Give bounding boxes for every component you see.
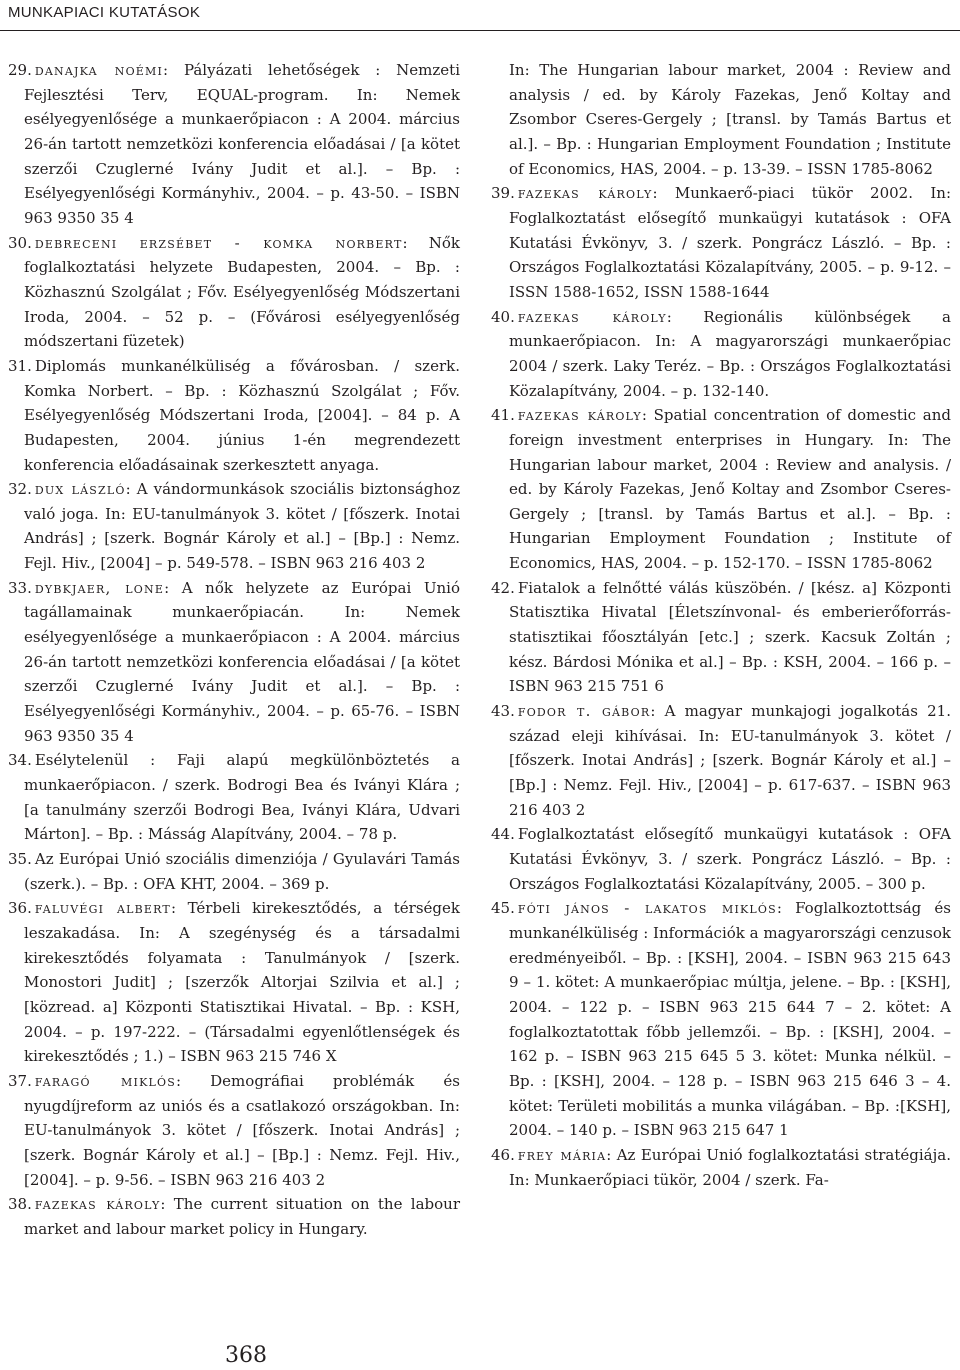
bib-entry [8,576,460,749]
bib-entry [8,1069,460,1192]
entry-author: faluvégi albert [34,899,171,918]
bib-entry [8,896,460,1069]
entry-number: 38. [8,1195,32,1214]
left-column [8,58,460,1242]
bib-entry [8,477,460,576]
entry-number: 34. [8,751,32,770]
entry-number: 37. [8,1071,32,1090]
bib-entry [491,699,951,822]
entry-author: faragó miklós [34,1071,176,1090]
bib-entry [491,181,951,304]
entry-text: : Regionális különbségek a munkaerőpiacon. In: A magyarországi munkaerőpiac 2004 / szerk. Laky Teréz. – Bp. : Országos Foglalkoztatási Közalapítvány, 2004. – p. 132-140. [509,307,951,400]
entry-author: dux lászló [34,480,126,499]
entry-text: : Nők foglalkoztatási helyzete Budapesten, 2004. – Bp. : Közhasznú Szolgálat ; Főv. Esélyegyenlőség Módszertani Iroda, 2004. – 52 p. – (Fővárosi esélyegyenlőség módszertani füzetek) [24,233,460,351]
bib-entry [8,748,460,847]
entry-number: 33. [8,578,32,597]
entry-text: : Térbeli kirekesztődés, a térségek leszakadása. In: A szegénység és a társadalmi kirekesztődés folyamata : Tanulmányok / [szerk. Monostori Judit] ; [szerzők Altorjai Szilvia et al.] ; [közread. a] Központi Statisztikai Hivatal. – Bp. : KSH, 2004. – p. 197-222. – (Társadalmi egyenlőtlenségek és kirekesztődés ; 1.) – ISBN 963 215 746 X [24,899,460,1066]
entry-author: debreceni erzsébet - komka norbert [34,233,403,252]
entry-text: : A vándormunkások szociális biztonsághoz való joga. In: EU-tanulmányok 3. kötet / [főszerk. Inotai András] ; [szerk. Bognár Károly et al.] – [Bp.] : Nemz. Fejl. Hiv., [2004] – p. 549-578. – ISBN 963 216 403 2 [24,480,460,573]
entry-number: 42. [491,578,515,597]
bib-entry [8,58,460,231]
entry-text: : A nők helyzete az Európai Unió tagállamainak munkaerőpiacán. In: Nemek esélyegyenlősége a munkaerőpiacon : A 2004. március 26-án tartott nemzetközi konferencia előadásai / [a kötet szerzői Czuglerné Ivány Judit et al.]. – Bp. : Esélyegyenlőségi Kormányhiv., 2004. – p. 65-76. – ISBN 963 9350 35 4 [24,578,460,745]
entry-text: Diplomás munkanélküliség a fővárosban. / szerk. Komka Norbert. – Bp. : Közhasznú Szolgálat ; Főv. Esélyegyenlőség Módszertani Iroda, [2004]. – 84 p. A Budapesten, 2004. június 1-én megrendezett konferencia előadásainak szerkesztett anyaga. [24,356,460,474]
bib-entry [8,847,460,896]
entry-number: 35. [8,850,32,868]
entry-text: Fiatalok a felnőtté válás küszöbén. / [kész. a] Központi Statisztika Hivatal [Életszínvonal- és emberierőforrás-statisztikai főosztályán [etc.] ; szerk. Kacsuk Zoltán ; kész. Bárdosi Mónika et al.] – Bp. : KSH, 2004. – 166 p. – ISBN 963 215 751 6 [509,578,951,696]
bib-entry [491,305,951,404]
right-column [491,58,951,1192]
entry-number: 46. [491,1145,515,1164]
bib-entry [8,1192,460,1241]
running-header [0,0,960,31]
entry-text: : The current situation on the labour market and labour market policy in Hungary. [24,1195,460,1238]
entry-author: danajka noémi [34,61,164,79]
entry-number: 41. [491,406,515,425]
entry-text: Esélytelenül : Faji alapú megkülönböztetés a munkaerőpiacon. / szerk. Bodrogi Bea és Iványi Klára ; [a tanulmány szerzői Bodrogi Bea, Iványi Klára, Udvari Márton]. – Bp. : Másság Alapítvány, 2004. – 78 p. [24,751,460,844]
entry-text: In: The Hungarian labour market, 2004 : Review and analysis / ed. by Károly Fazekas, Jenő Koltay and Zsombor Cseres-Gergely ; [transl. by Tamás Bartus et al.]. – Bp. : Hungarian Employment Foundation ; Institute of Economics, HAS, 2004. – p. 13-39. – ISSN 1785-8062 [509,61,951,178]
entry-text: : Munkaerő-piaci tükör 2002. In: Foglalkoztatást elősegítő munkaügyi kutatások : OFA Kutatási Évkönyv, 3. / szerk. Pongrácz László. – Bp. : Országos Foglalkoztatási Közalapítvány, 2005. – p. 9-12. – ISSN 1588-1652, ISSN 1588-1644 [509,184,951,301]
entry-number: 29. [8,61,32,79]
entry-number: 44. [491,825,515,844]
entry-author: frey mária [517,1145,607,1164]
entry-author: fazekas károly [517,406,642,425]
entry-number: 32. [8,480,32,499]
entry-author: fóti jános - lakatos miklós [517,899,777,918]
entry-text: : A magyar munkajogi jogalkotás 21. század eleji kihívásai. In: EU-tanulmányok 3. kötet / [főszerk. Inotai András] ; [szerk. Bognár Károly et al.] – [Bp.] : Nemz. Fejl. Hiv., [2004] – p. 617-637. – ISBN 963 216 403 2 [509,702,951,819]
bib-entry [8,231,460,354]
entry-text: Foglalkoztatást elősegítő munkaügyi kutatások : OFA Kutatási Évkönyv, 3. / szerk. Pongrácz László. – Bp. : Országos Foglalkoztatási Közalapítvány, 2005. – 300 p. [509,825,951,893]
entry-text: : Pályázati lehetőségek : Nemzeti Fejlesztési Terv, EQUAL-program. In: Nemek esélyegyenlősége a munkaerőpiacon : A 2004. március 26-án tartott nemzetközi konferencia előadásai / [a kötet szerzői Czuglerné Ivány Judit et al.]. – Bp. : Esélyegyenlőségi Kormányhiv., 2004. – p. 43-50. – ISBN 963 9350 35 4 [24,61,461,227]
bib-entry [491,1143,951,1192]
entry-number: 39. [491,184,515,203]
bib-entry [491,403,951,576]
header-title: MUNKAPIACI KUTATÁSOK [8,4,201,21]
entry-author: fazekas károly [34,1195,161,1214]
entry-number: 31. [8,356,32,375]
bib-entry [491,576,951,699]
bib-entry-continuation [491,58,951,181]
entry-author: fazekas károly [517,184,653,203]
entry-text: Az Európai Unió szociális dimenziója / Gyulavári Tamás (szerk.). – Bp. : OFA KHT, 2004. – 369 p. [24,850,460,893]
entry-number: 43. [491,702,515,721]
entry-author: fodor t. gábor [517,702,651,721]
entry-number: 45. [491,899,515,918]
entry-text: : Demográfiai problémák és nyugdíjreform az uniós és a csatlakozó országokban. In: EU-tanulmányok 3. kötet / [főszerk. Inotai András] ; [szerk. Bognár Károly et al.] – [Bp.] : Nemz. Fejl. Hiv., [2004]. – p. 9-56. – ISBN 963 216 403 2 [24,1071,460,1189]
page-number: 368 [225,1343,267,1368]
entry-number: 36. [8,899,32,918]
entry-text: : Foglalkoztottság és munkanélküliség : Információk a magyarországi cenzusok eredményeiből. – Bp. : [KSH], 2004. – ISBN 963 215 643 9 – 1. kötet: A munkaerőpiac múltja, jelene. – Bp. : [KSH], 2004. – 122 p. – ISBN 963 215 644 7 – 2. kötet: A foglalkoztatottak főbb jellemzői. – Bp. : [KSH], 2004. – 162 p. – ISBN 963 215 645 5 3. kötet: Munka nélkül. – Bp. : [KSH], 2004. – 128 p. – ISBN 963 215 646 3 – 4. kötet: Területi mobilitás a munka világában. – Bp. :[KSH], 2004. – 140 p. – ISBN 963 215 647 1 [509,899,951,1140]
entry-author: dybkjaer, lone [34,578,165,597]
entry-text: : Spatial concentration of domestic and foreign investment enterprises in Hungary. In: The Hungarian labour market, 2004 : Review and analysis. / ed. by Károly Fazekas, Jenő Koltay and Zsombor Cseres-Gergely ; [transl. by Tamás Bartus et al.]. – Bp. : Hungarian Employment Foundation ; Institute of Economics, HAS, 2004. – p. 152-170. – ISSN 1785-8062 [509,406,951,573]
entry-number: 40. [491,307,515,326]
entry-number: 30. [8,233,32,252]
entry-text: : Az Európai Unió foglalkoztatási stratégiája. In: Munkaerőpiaci tükör, 2004 / szerk. Fa- [509,1145,951,1189]
bib-entry [491,822,951,896]
bib-entry [491,896,951,1143]
entry-author: fazekas károly [517,307,667,326]
bib-entry [8,354,460,477]
